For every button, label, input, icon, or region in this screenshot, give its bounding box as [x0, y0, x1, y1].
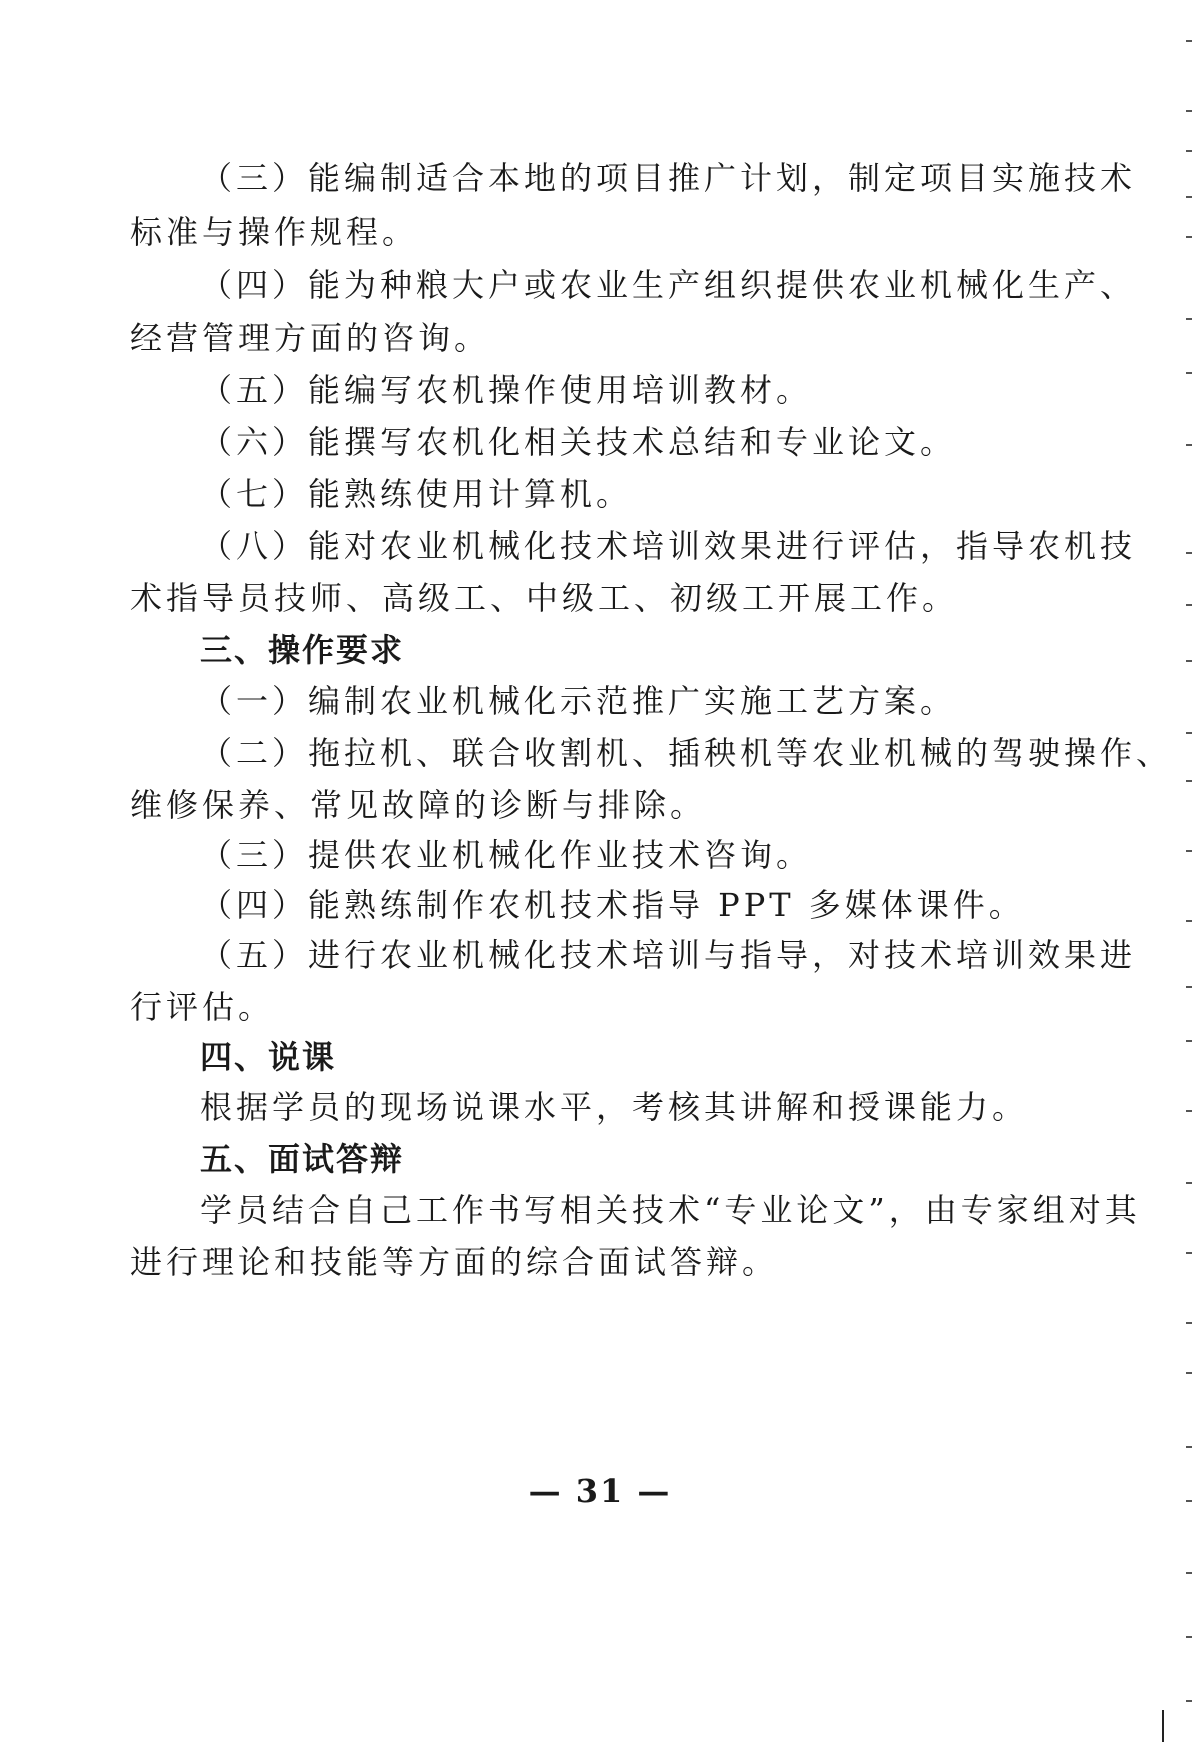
scan-edge-mark — [1186, 110, 1192, 112]
section-heading-5: 五、面试答辩 — [200, 1140, 405, 1178]
section-heading-4: 四、说课 — [200, 1038, 337, 1076]
paragraph-line: （五）进行农业机械化技术培训与指导，对技术培训效果进 — [200, 936, 1137, 974]
paragraph-line: 进行理论和技能等方面的综合面试答辩。 — [130, 1243, 779, 1281]
scan-edge-mark — [1186, 660, 1192, 662]
paragraph-line: （三）提供农业机械化作业技术咨询。 — [200, 836, 813, 874]
page-number: — 31 — — [528, 1472, 672, 1510]
paragraph-line: 行评估。 — [130, 988, 275, 1026]
scan-edge-mark — [1186, 732, 1192, 734]
paragraph-line: （八）能对农业机械化技术培训效果进行评估，指导农机技 — [200, 527, 1137, 565]
scan-edge-mark — [1186, 444, 1192, 446]
paragraph-line: （七）能熟练使用计算机。 — [200, 475, 633, 513]
paragraph-line: （五）能编写农机操作使用培训教材。 — [200, 371, 813, 409]
scan-edge-mark — [1186, 40, 1192, 42]
paragraph-line: 术指导员技师、高级工、中级工、初级工开展工作。 — [130, 579, 959, 617]
scan-edge-mark — [1186, 1182, 1192, 1184]
paragraph-line: （三）能编制适合本地的项目推广计划，制定项目实施技术 — [200, 159, 1137, 197]
scan-edge-bar — [1162, 1710, 1164, 1742]
paragraph-line: 学员结合自己工作书写相关技术“专业论文”，由专家组对其 — [200, 1191, 1141, 1229]
paragraph-line: （四）能为种粮大户或农业生产组织提供农业机械化生产、 — [200, 266, 1137, 304]
scan-edge-mark — [1186, 986, 1192, 988]
scan-edge-mark — [1186, 372, 1192, 374]
paragraph-line: 标准与操作规程。 — [130, 213, 419, 251]
scan-edge-mark — [1186, 552, 1192, 554]
scan-edge-mark — [1186, 1700, 1192, 1702]
paragraph-line: （六）能撰写农机化相关技术总结和专业论文。 — [200, 423, 957, 461]
paragraph-line: 根据学员的现场说课水平，考核其讲解和授课能力。 — [200, 1088, 1029, 1126]
scan-edge-mark — [1186, 850, 1192, 852]
scan-edge-mark — [1186, 1322, 1192, 1324]
scan-edge-mark — [1186, 1040, 1192, 1042]
scan-edge-mark — [1186, 1572, 1192, 1574]
scan-edge-mark — [1186, 196, 1192, 198]
paragraph-line: 经营管理方面的咨询。 — [130, 319, 491, 357]
paragraph-line: （一）编制农业机械化示范推广实施工艺方案。 — [200, 682, 957, 720]
scan-edge-mark — [1186, 236, 1192, 238]
paragraph-line: （二）拖拉机、联合收割机、插秧机等农业机械的驾驶操作、 — [200, 734, 1173, 772]
scan-edge-mark — [1186, 1372, 1192, 1374]
section-heading-3: 三、操作要求 — [200, 631, 405, 669]
scan-edge-mark — [1186, 604, 1192, 606]
scan-edge-mark — [1186, 920, 1192, 922]
paragraph-line: （四）能熟练制作农机技术指导 PPT 多媒体课件。 — [200, 886, 1025, 924]
scan-edge-mark — [1186, 1252, 1192, 1254]
paragraph-line: 维修保养、常见故障的诊断与排除。 — [130, 786, 707, 824]
scan-edge-mark — [1186, 1636, 1192, 1638]
scan-edge-mark — [1186, 318, 1192, 320]
scan-edge-mark — [1186, 1500, 1192, 1502]
scan-edge-mark — [1186, 1110, 1192, 1112]
scan-edge-mark — [1186, 1446, 1192, 1448]
scan-edge-mark — [1186, 780, 1192, 782]
scan-edge-mark — [1186, 150, 1192, 152]
